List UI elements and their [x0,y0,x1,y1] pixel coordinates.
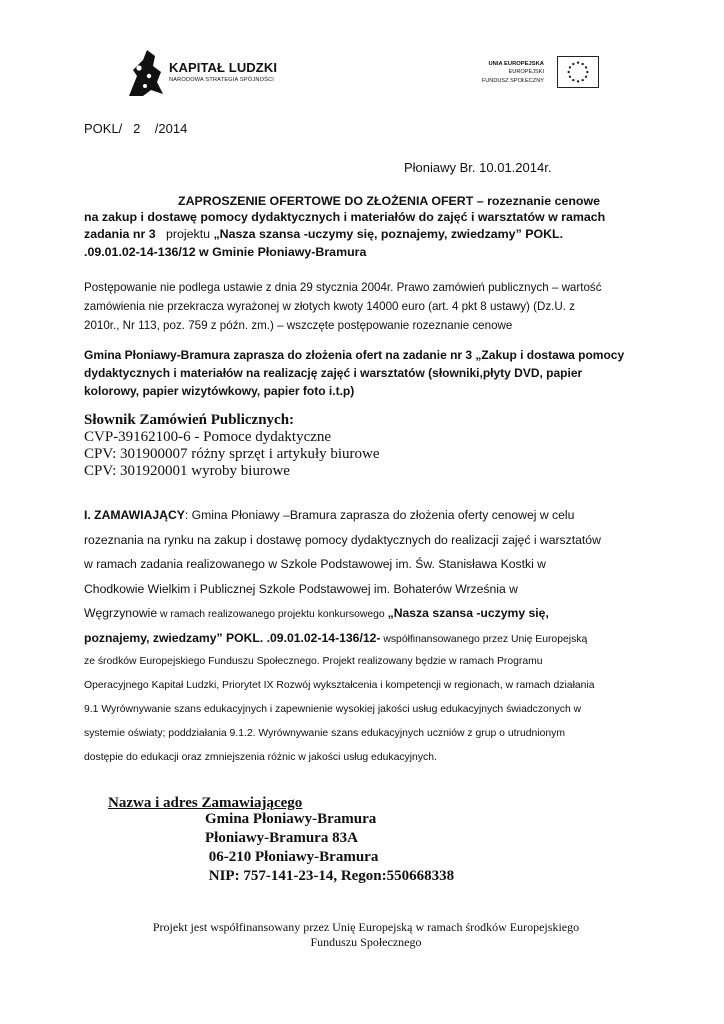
section-line-small: 9.1 Wyrównywanie szans edukacyjnych i zapewnienie wysokiej jakości usług edukacyjnych świadczonych w [84,704,582,715]
cpv-code: CVP-39162100-6 - Pomoce dydaktyczne [84,429,332,445]
heading-line-2: na zakup i dostawę pomocy dydaktycznych i materiałów do zajęć i warsztatów w ramach [84,210,606,224]
eu-logo-line2: EUROPEJSKI [508,69,544,76]
address-line: 06-210 Płoniawy-Bramura [205,849,379,865]
section-line-small: systemie oświaty; poddziałania 9.1.2. Wyrównywanie szans edukacyjnych uczniów z grup o utrudnionym [84,728,565,739]
section-line: Chodkowie Wielkim i Publicznej Szkole Podstawowej im. Bohaterów Września w [84,581,518,596]
project-code: poznajemy, zwiedzamy” POKL. .09.01.02-14-136/12- [84,630,381,645]
paragraph-line: Gmina Płoniawy-Bramura zaprasza do złożenia ofert na zadanie nr 3 „Zakup i dostawa pomocy [84,348,625,362]
section-line-small: ze środków Europejskiego Funduszu Społecznego. Projekt realizowany będzie w ramach Programu [84,656,543,667]
footer [84,920,648,950]
heading-project-word: projektu [155,227,214,241]
kapital-ludzki-title: KAPITAŁ LUDZKI [169,60,278,75]
section-line: w ramach zadania realizowanego w Szkole Podstawowej im. Św. Stanisława Kostki w [84,557,546,571]
invitation-paragraph [84,346,652,400]
heading-line-3 [84,227,563,241]
kapital-ludzki-logo [127,46,287,98]
document-reference: POKL/ 2 /2014 [84,121,188,136]
legal-basis-paragraph [84,278,652,335]
section-zamawiajacy [84,503,664,770]
address-line: Płoniawy-Bramura 83A [205,830,358,846]
kapital-ludzki-subtitle: NARODOWA STRATEGIA SPÓJNOŚCI [169,77,275,83]
section-line-small: Operacyjnego Kapitał Ludzki, Priorytet IX Rozwój wykształcenia i kompetencji w regionach, w ramach działania [84,680,595,691]
eu-flag-icon [557,56,599,88]
paragraph-line: dydaktycznych i materiałów na realizację zajęć i warsztatów (słowniki,płyty DVD, papier [84,366,583,380]
address-title: Nazwa i adres Zamawiającego [108,795,303,811]
footer-line: Projekt jest współfinansowany przez Unię Europejską w ramach środków Europejskiego [152,920,580,934]
eu-logo [470,56,600,90]
section-label: I. ZAMAWIAJĄCY [84,508,185,522]
address-block [205,810,454,886]
section-line-small: dostępie do edukacji oraz zmniejszenia różnic w jakości usług edukacyjnych. [84,752,437,763]
eu-logo-line1: UNIA EUROPEJSKA [488,61,544,67]
paragraph-line: Postępowanie nie podlega ustawie z dnia 29 stycznia 2004r. Prawo zamówień publicznych – wartość [84,281,602,294]
paragraph-line: kolorowy, papier wizytówkowy, papier foto i.t.p) [84,384,355,398]
project-name: „Nasza szansa -uczymy się, [387,606,549,620]
kapital-ludzki-emblem-icon [127,46,167,98]
section-text-small: w ramach realizowanego projektu konkursowego [157,609,388,620]
section-text-small: współfinansowanego przez Unię Europejską [380,633,588,645]
cpv-code: CPV: 301900007 różny sprzęt i artykuły biurowe [84,446,380,462]
document-date: Płoniawy Br. 10.01.2014r. [404,160,552,175]
address-line: Gmina Płoniawy-Bramura [205,811,377,827]
eu-logo-line3: FUNDUSZ SPOŁECZNY [481,77,544,84]
section-text: Węgrzynowie [84,606,158,620]
heading-project-name: „Nasza szansa -uczymy się, poznajemy, zwiedzamy” POKL. [213,227,564,241]
heading-line-4: .09.01.02-14-136/12 w Gminie Płoniawy-Bramura [84,245,367,259]
section-line [84,626,664,651]
cpv-title: Słownik Zamówień Publicznych: [84,412,295,428]
cpv-code: CPV: 301920001 wyroby biurowe [84,463,290,479]
section-line [84,503,664,528]
cpv-codes [84,412,380,480]
heading-line-1: ZAPROSZENIE OFERTOWE DO ZŁOŻENIA OFERT – rozeznanie cenowe [178,194,601,208]
section-line: rozeznania na rynku na zakup i dostawę pomocy dydaktycznych do realizacji zajęć i warsztatów [84,532,601,547]
eu-logo-text [482,60,544,85]
address-line: NIP: 757-141-23-14, Regon:550668338 [205,868,455,884]
paragraph-line: 2010r., Nr 113, poz. 759 z późn. zm.) – wszczęte postępowanie rozeznanie cenowe [84,319,513,332]
section-text: : Gmina Płoniawy –Bramura zaprasza do złożenia oferty cenowej w celu [184,508,575,522]
section-line [84,601,664,626]
paragraph-line: zamówienia nie przekracza wyrażonej w złotych kwoty 14000 euro (art. 4 pkt 8 ustawy) (Dz.U. z [84,300,575,313]
footer-line: Funduszu Społecznego [310,935,422,949]
heading-task: zadania nr 3 [84,227,156,241]
